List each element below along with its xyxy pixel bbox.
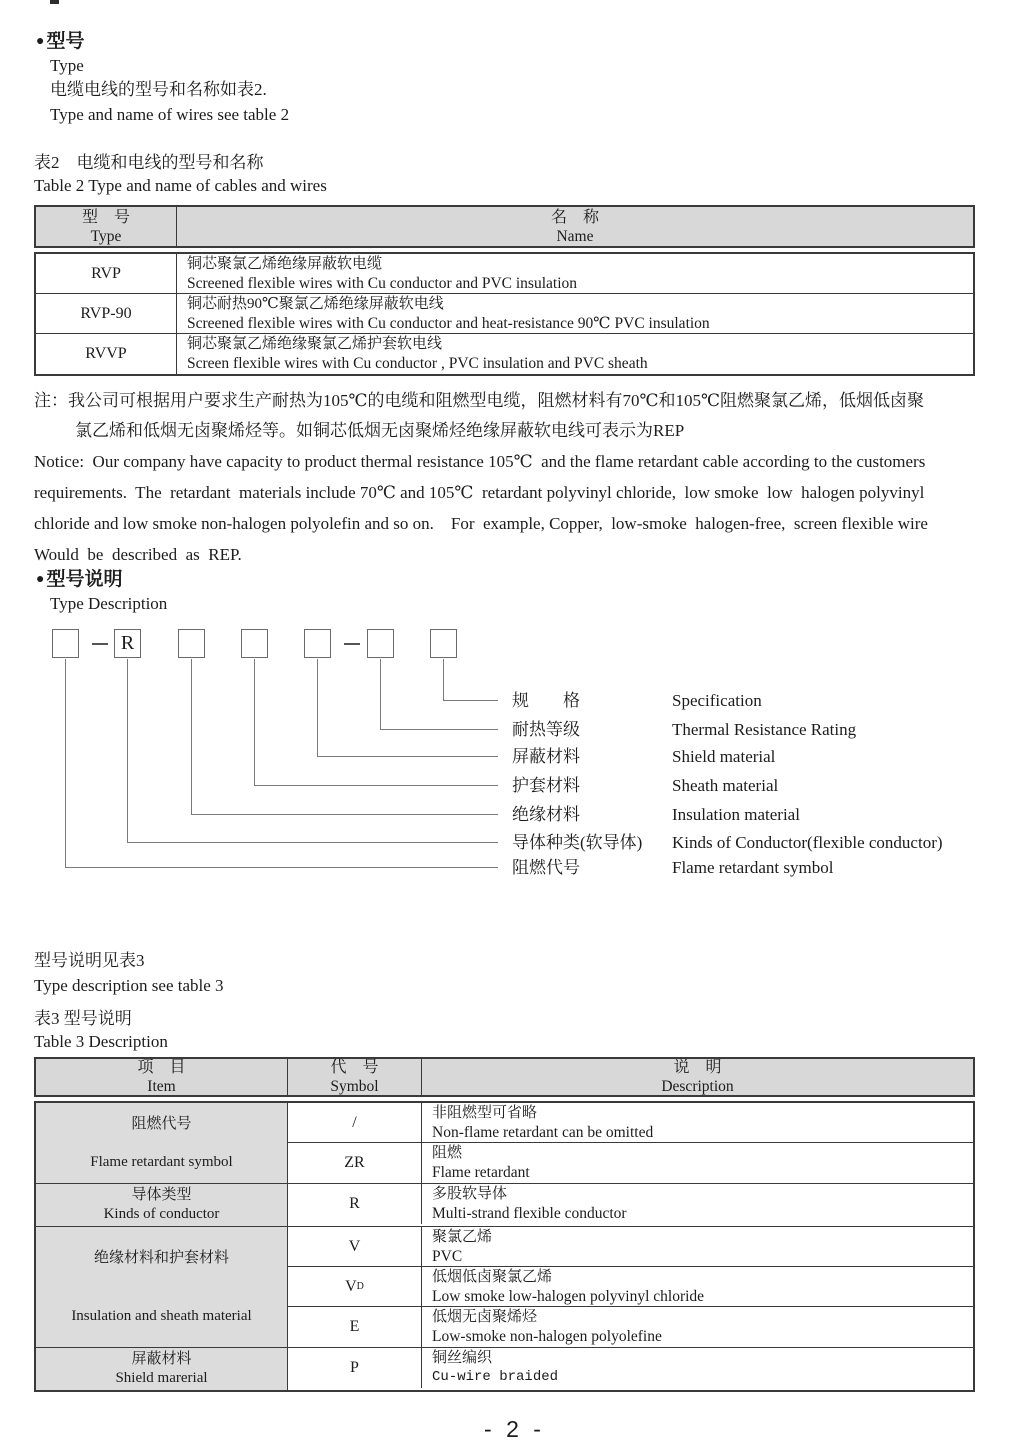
table3-header-symbol — [288, 1059, 422, 1095]
table-row — [288, 1184, 973, 1224]
desc-zh: 多股软导体 — [432, 1186, 508, 1202]
symbol-cell — [288, 1103, 422, 1142]
leader-line — [443, 659, 498, 701]
item-en: Insulation and sheath material — [71, 1307, 252, 1324]
section-typedesc-heading — [36, 568, 167, 592]
table3-group-rows — [288, 1227, 973, 1347]
symbol-cell — [288, 1267, 422, 1306]
desc-cell — [422, 1103, 973, 1142]
diagram-label — [512, 804, 800, 826]
diagram-label-zh: 规 格 — [512, 691, 580, 710]
table2-name-zh: 铜芯聚氯乙烯绝缘屏蔽软电缆 — [187, 256, 383, 272]
table2-name-cell — [177, 334, 973, 374]
table3 — [34, 1057, 975, 1392]
item-en: Shield marerial — [115, 1370, 208, 1386]
desc-en: Multi-strand flexible conductor — [432, 1205, 627, 1222]
dash-separator — [344, 643, 360, 645]
desc-zh: 低烟无卤聚烯烃 — [432, 1309, 538, 1325]
section-type-title-zh: 型号 — [46, 31, 85, 52]
code-box-thermal — [367, 629, 394, 658]
desc-cell — [422, 1348, 973, 1388]
table2-caption-en: Table 2 Type and name of cables and wires — [34, 176, 327, 195]
code-box-conductor: R — [114, 629, 141, 658]
desc-zh: 非阻燃型可省略 — [432, 1105, 538, 1121]
table3-group-rows — [288, 1184, 973, 1226]
diagram-label — [512, 832, 943, 854]
table3-header-row — [34, 1057, 975, 1097]
table-row — [288, 1103, 973, 1143]
diagram-label — [512, 857, 833, 879]
desc-en: Cu-wire braided — [432, 1369, 559, 1385]
table3-item-cell — [36, 1227, 288, 1347]
bullet-icon: ● — [36, 34, 45, 49]
desc-cell — [422, 1227, 973, 1266]
notice-en-line: Would be described as REP. — [34, 545, 242, 564]
table3-group-shield — [36, 1348, 973, 1390]
symbol: R — [349, 1195, 360, 1212]
table3-header-desc — [422, 1059, 973, 1095]
symbol-cell — [288, 1307, 422, 1347]
table2-header-row — [34, 205, 975, 248]
diagram-label-en: Sheath material — [672, 776, 779, 795]
code-box-flame-retardant — [52, 629, 79, 658]
table2-type-cell: RVP-90 — [36, 294, 177, 333]
table3-intro-zh: 型号说明见表3 — [34, 951, 145, 970]
symbol: V — [348, 1237, 361, 1255]
desc-cell — [422, 1307, 973, 1347]
table3-caption-zh: 表3 型号说明 — [34, 1009, 132, 1028]
table2-name-en: Screened flexible wires with Cu conductor and PVC insulation — [187, 275, 578, 292]
table3-header-symbol-zh: 代 号 — [330, 1059, 379, 1076]
table2-header-type — [36, 207, 177, 246]
symbol: V — [345, 1277, 357, 1295]
notice-zh-line1: 注：我公司可根据用户要求生产耐热为105℃的电缆和阻燃型电缆，阻燃材料有70℃和105℃阻燃聚氯乙烯，低烟低卤聚 — [34, 391, 925, 410]
desc-en: Low smoke low-halogen polyvinyl chloride — [432, 1288, 705, 1305]
table3-group-rows — [288, 1348, 973, 1390]
code-box-sheath — [241, 629, 268, 658]
symbol: P — [350, 1359, 359, 1376]
symbol-cell — [288, 1184, 422, 1224]
item-zh: 绝缘材料和护套材料 — [93, 1249, 229, 1266]
desc-cell — [422, 1267, 973, 1306]
table-row — [36, 254, 973, 294]
table3-intro — [34, 948, 224, 998]
diagram-label-zh: 绝缘材料 — [512, 805, 580, 824]
desc-en: PVC — [432, 1248, 463, 1265]
item-zh: 导体类型 — [131, 1187, 192, 1203]
table2-name-zh: 铜芯聚氯乙烯绝缘聚氯乙烯护套软电线 — [187, 336, 443, 352]
table-row — [36, 294, 973, 334]
notice-en-line: Notice: Our company have capacity to product thermal resistance 105℃ and the flame retardant cable according to the customers — [34, 452, 926, 471]
diagram-label-zh: 耐热等级 — [512, 720, 580, 739]
desc-zh: 铜丝编织 — [432, 1350, 493, 1366]
section-typedesc-title-zh: 型号说明 — [46, 569, 123, 590]
symbol: / — [352, 1113, 357, 1131]
table3-caption-en: Table 3 Description — [34, 1032, 168, 1051]
item-en: Flame retardant symbol — [90, 1153, 233, 1170]
bullet-icon: ● — [36, 572, 45, 587]
table3-header-desc-zh: 说 明 — [673, 1059, 722, 1076]
table-row — [288, 1143, 973, 1183]
table3-group-insulation-sheath — [36, 1227, 973, 1348]
symbol: E — [349, 1318, 360, 1335]
table-row — [36, 334, 973, 374]
diagram-label-zh: 屏蔽材料 — [512, 747, 580, 766]
section-type — [36, 30, 289, 127]
table2-header-type-en: Type — [90, 227, 122, 245]
table2-name-en: Screened flexible wires with Cu conductor and heat-resistance 90℃ PVC insulation — [187, 315, 710, 332]
diagram-label — [512, 719, 856, 741]
table2-caption — [34, 151, 327, 197]
table3-caption — [34, 1007, 168, 1053]
table2-name-zh: 铜芯耐热90℃聚氯乙烯绝缘屏蔽软电线 — [187, 296, 444, 312]
notice-zh-line2: 氯乙烯和低烟无卤聚烯烃等。如铜芯低烟无卤聚烯烃绝缘屏蔽软电线可表示为REP — [75, 421, 685, 440]
table3-item-cell — [36, 1184, 288, 1226]
desc-cell — [422, 1143, 973, 1183]
symbol-cell — [288, 1348, 422, 1388]
desc-zh: 聚氯乙烯 — [432, 1229, 493, 1245]
code-box-spec — [430, 629, 457, 658]
item-zh: 屏蔽材料 — [131, 1351, 192, 1367]
table2-header-type-zh: 型 号 — [81, 208, 130, 226]
table3-header-item-zh: 项 目 — [137, 1059, 186, 1076]
table3-group-conductor — [36, 1184, 973, 1227]
item-zh: 阻燃代号 — [131, 1115, 192, 1132]
symbol-subscript: D — [356, 1281, 364, 1292]
diagram-label-zh: 阻燃代号 — [512, 858, 580, 877]
dash-separator — [92, 643, 108, 645]
diagram-label-en: Insulation material — [672, 805, 800, 824]
table2-caption-zh: 表2 电缆和电线的型号和名称 — [34, 153, 264, 172]
diagram-label-en: Flame retardant symbol — [672, 858, 834, 877]
table2-header-name-en: Name — [556, 227, 594, 245]
table2-name-cell — [177, 294, 973, 333]
section-typedesc — [36, 568, 167, 615]
diagram-label-en: Specification — [672, 691, 762, 710]
type-code-diagram — [0, 628, 1025, 896]
section-type-desc-zh: 电缆电线的型号和名称如表2. — [50, 80, 267, 99]
diagram-label-en: Kinds of Conductor(flexible conductor) — [672, 833, 943, 852]
desc-en: Flame retardant — [432, 1164, 530, 1181]
table3-item-cell — [36, 1103, 288, 1183]
desc-zh: 阻燃 — [432, 1145, 463, 1161]
table-row — [288, 1348, 973, 1388]
desc-cell — [422, 1184, 973, 1224]
symbol: ZR — [344, 1154, 365, 1171]
table3-group-rows — [288, 1103, 973, 1183]
section-type-heading — [36, 30, 289, 54]
table3-body — [34, 1101, 975, 1392]
table2-type-cell: RVP — [36, 254, 177, 293]
table3-header-desc-en: Description — [661, 1078, 734, 1095]
table-row — [288, 1227, 973, 1267]
table2-body — [34, 252, 975, 376]
symbol-cell — [288, 1143, 422, 1183]
diagram-label — [512, 775, 778, 797]
page-number: - 2 - — [484, 1416, 541, 1442]
desc-en: Non-flame retardant can be omitted — [432, 1124, 654, 1141]
symbol-cell — [288, 1227, 422, 1266]
table3-group-flame-retardant — [36, 1103, 973, 1184]
item-en: Kinds of conductor — [103, 1206, 220, 1222]
desc-en: Low-smoke non-halogen polyolefine — [432, 1328, 662, 1345]
section-type-title-en: Type — [50, 56, 84, 75]
table3-header-item — [36, 1059, 288, 1095]
diagram-label — [512, 746, 775, 768]
section-type-desc-en: Type and name of wires see table 2 — [50, 105, 290, 124]
table3-header-item-en: Item — [147, 1078, 176, 1095]
diagram-label-en: Shield material — [672, 747, 776, 766]
notice-paragraph — [34, 386, 978, 570]
notice-en-line: requirements. The retardant materials include 70℃ and 105℃ retardant polyvinyl chloride, low smoke low halogen polyvinyl — [34, 483, 925, 502]
table-row — [288, 1307, 973, 1347]
table2-header-name — [177, 207, 973, 246]
code-box-insulation — [178, 629, 205, 658]
table2-type-cell: RVVP — [36, 334, 177, 374]
diagram-label — [512, 690, 762, 712]
diagram-label-zh: 导体种类(软导体) — [512, 833, 643, 852]
table2-name-en: Screen flexible wires with Cu conductor , PVC insulation and PVC sheath — [187, 355, 648, 372]
scan-artifact — [50, 0, 59, 4]
table3-intro-en: Type description see table 3 — [34, 976, 224, 995]
desc-zh: 低烟低卤聚氯乙烯 — [432, 1269, 553, 1285]
table2-name-cell — [177, 254, 973, 293]
table2 — [34, 205, 975, 376]
diagram-label-zh: 护套材料 — [512, 776, 580, 795]
table-row — [288, 1267, 973, 1307]
notice-en-line: chloride and low smoke non-halogen polyolefin and so on. For example, Copper, low-smoke halogen-free, screen flexible wire — [34, 514, 928, 533]
section-typedesc-title-en: Type Description — [50, 594, 168, 613]
diagram-label-en: Thermal Resistance Rating — [672, 720, 857, 739]
table2-header-name-zh: 名 称 — [550, 208, 599, 226]
table3-header-symbol-en: Symbol — [330, 1078, 379, 1095]
table3-item-cell — [36, 1348, 288, 1390]
code-box-shield — [304, 629, 331, 658]
